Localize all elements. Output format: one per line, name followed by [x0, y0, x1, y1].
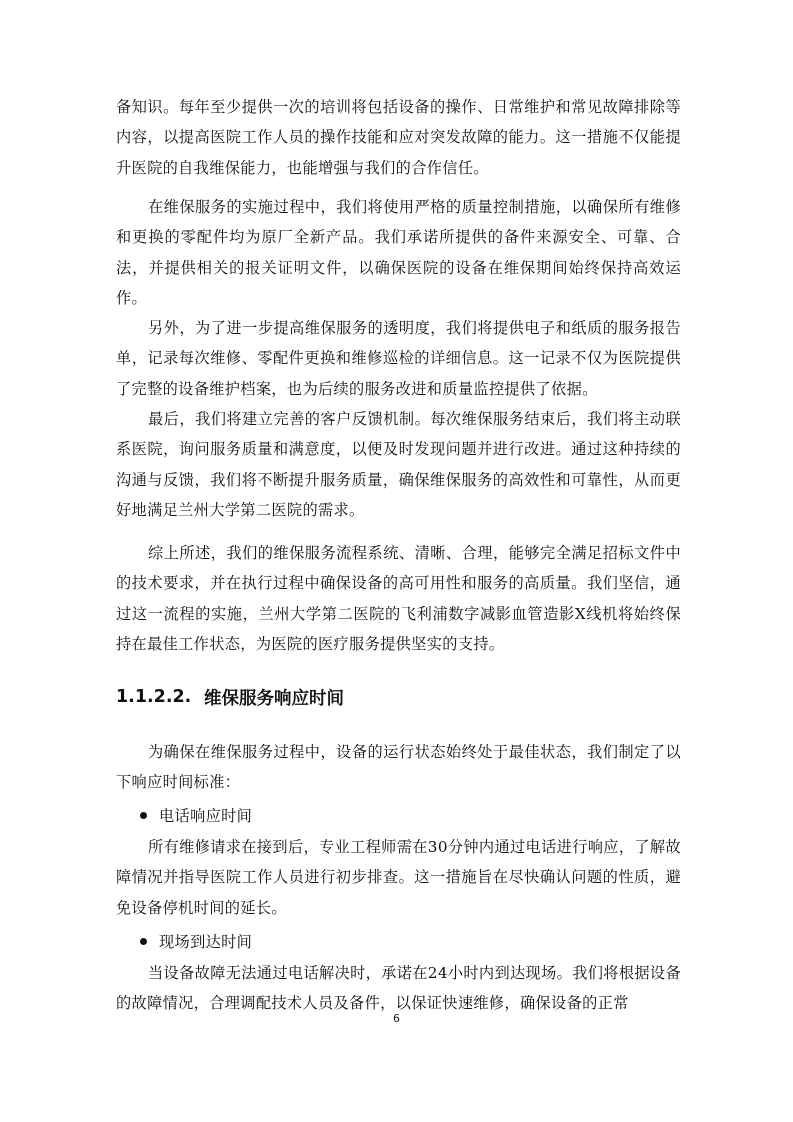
paragraph-quality-control: 在维保服务的实施过程中，我们将使用严格的质量控制措施，以确保所有维修和更换的零配件均为原厂全新产品。我们承诺所提供的备件来源安全、可靠、合法，并提供相关的报关证明文件，以确保医院的设备在维保期间始终保持高效运作。: [116, 198, 681, 307]
paragraph-section-intro: 为确保在维保服务过程中，设备的运行状态始终处于最佳状态，我们制定了以下响应时间标准：: [116, 743, 681, 792]
bullet-item-onsite-arrival: [140, 926, 252, 956]
bullet-item-phone-response: [140, 800, 252, 830]
bullet-label: 电话响应时间: [159, 806, 253, 825]
paragraph-summary: 综上所述，我们的维保服务流程系统、清晰、合理，能够完全满足招标文件中的技术要求，并在执行过程中确保设备的高可用性和服务的高质量。我们坚信，通过这一流程的实施，兰州大学第二医院的飞利浦数字减影血管造影X线机将始终保持在最佳工作状态，为医院的医疗服务提供坚实的支持。: [116, 544, 681, 653]
paragraph-service-reports: 另外，为了进一步提高维保服务的透明度，我们将提供电子和纸质的服务报告单，记录每次维修、零配件更换和维修巡检的详细信息。这一记录不仅为医院提供了完整的设备维护档案，也为后续的服务改进和质量监控提供了依据。: [116, 319, 681, 398]
section-number: 1.1.2.2.: [116, 687, 192, 707]
paragraph-phone-response: 所有维修请求在接到后，专业工程师需在30分钟内通过电话进行响应，了解故障情况并指导医院工作人员进行初步排查。这一措施旨在尽快确认问题的性质，避免设备停机时间的延长。: [116, 838, 681, 917]
section-title: 维保服务响应时间: [204, 688, 344, 709]
bullet-label: 现场到达时间: [159, 932, 253, 951]
paragraph-customer-feedback: 最后，我们将建立完善的客户反馈机制。每次维保服务结束后，我们将主动联系医院，询问服务质量和满意度，以便及时发现问题并进行改进。通过这种持续的沟通与反馈，我们将不断提升服务质量，确保维保服务的高效性和可靠性，从而更好地满足兰州大学第二医院的需求。: [116, 410, 681, 519]
paragraph-training-continued: 备知识。每年至少提供一次的培训将包括设备的操作、日常维护和常见故障排除等内容，以提高医院工作人员的操作技能和应对突发故障的能力。这一措施不仅能提升医院的自我维保能力，也能增强与我们的合作信任。: [116, 98, 681, 177]
bullet-dot-icon: [140, 812, 147, 819]
paragraph-onsite-arrival: 当设备故障无法通过电话解决时，承诺在24小时内到达现场。我们将根据设备的故障情况，合理调配技术人员及备件，以保证快速维修，确保设备的正常: [116, 964, 681, 1013]
section-heading: [116, 680, 344, 714]
page-number: 6: [393, 1012, 400, 1025]
bullet-dot-icon: [140, 938, 147, 945]
